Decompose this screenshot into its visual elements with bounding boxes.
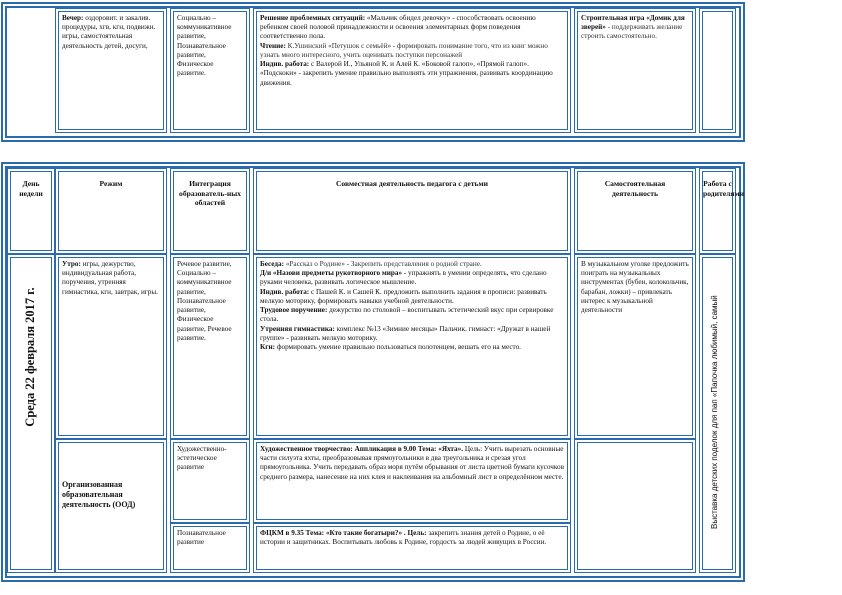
ood-indep-cell: [574, 439, 696, 573]
ood-area1: Художественно-эстетическое развитие: [177, 445, 227, 472]
header-parents: [699, 168, 745, 254]
morning-mode-text: игры, дежурство, индивидуальная работа, поручения, утренняя гимнастика, кгн, завтрак, игры.: [62, 260, 158, 296]
ood-art-cell: [253, 439, 571, 523]
building-game-text: - поддерживать желание строить самостоятельно.: [581, 23, 683, 41]
ood-title: Организованная образовательная деятельность (ООД): [62, 480, 136, 510]
labor-label: Трудовое поручение:: [260, 306, 328, 315]
ood-fckm-cell: [253, 523, 571, 573]
conversation-text: «Рассказ о Родине» - Закрепить представления о родной стране.: [285, 260, 482, 268]
header-mode-text: Режим: [99, 179, 123, 188]
evening-indep-cell: [574, 8, 696, 133]
header-mode: [55, 168, 167, 254]
fckm-label: ФЦКМ в 9.35 Тема: «Кто такие богатыри?» . Цель:: [260, 529, 427, 537]
fckm-text: закрепить знания детей о Родине, о её истории и защитниках. Воспитывать любовь к Родине, гордость за людей живущих в России.: [260, 529, 547, 547]
header-areas-text: Интеграция образователь-ных областей: [179, 179, 241, 208]
ood-area2: Познавательное развитие: [177, 529, 226, 547]
hygiene-text: формировать умение правильно пользоваться полотенцем, вешать его на место.: [276, 342, 521, 351]
morning-areas-cell: [170, 254, 250, 439]
art-text: Цель: Учить вырезать основные части силуэта яхты, преобразовывая прямоугольники в два треугольника и срезая угол прямоугольника. Учить передавать образ моря путём обрывания от листа цветной бумаги кусочков среднего размера, нанесение на них клея и наклеивания на альбомный лист в определённом месте.: [260, 445, 565, 481]
morning-joint-cell: [253, 254, 571, 439]
problem-situations-text: «Мальчик обидел девочку» - способствовать освоению ребенком своей половой принадлежности и освоения элементарных форм поведения соответственно пола.: [260, 14, 536, 41]
morning-individual-text: с Пашей К. и Сашей К. предложить выполнить задания в прописи: развивать мелкую моторику, формировать навыки учебной деятельности.: [260, 287, 547, 305]
reading-label: Чтение:: [260, 41, 286, 50]
header-day: [7, 168, 55, 254]
evening-areas: Социально – коммуникативное развитие, Познавательное развитие, Физическое развитие.: [177, 14, 232, 78]
didactic-game-label: Д/и «Назови предметы рукотворного мира»: [260, 269, 403, 278]
morning-mode-cell: [55, 254, 167, 439]
morning-areas: Речевое развитие, Социально – коммуникативное развитие, Познавательное развитие, Физическое развитие, Речевое развитие.: [177, 260, 232, 342]
evening-areas-cell: [170, 8, 250, 133]
individual-work-label: Индив. работа:: [260, 60, 310, 69]
ood-mode-cell: [55, 439, 167, 573]
header-day-text: День недели: [19, 179, 43, 198]
morning-individual-label: Индив. работа:: [260, 287, 310, 296]
gymnastics-label: Утренняя гимнастика:: [260, 324, 335, 333]
problem-situations-label: Решение проблемных ситуаций:: [260, 14, 366, 22]
evening-mode-title: Вечер:: [62, 14, 84, 22]
parents-text: Выставка детских поделок для пап «Папочка любимый, самый: [709, 295, 719, 530]
header-indep-text: Самостоятельная деятельность: [604, 179, 666, 198]
music-corner-text: В музыкальном уголке предложить поиграть на музыкальных инструментах (бубен, колокольчик, барабан, ложки) – привлекать интерес к музыкальной деятельности: [581, 260, 689, 315]
gymnastics-text: комплекс №13 «Зимние месяцы» Пальчик. гимнаст: «Дружат в нашей группе» - развивать мелкую моторику.: [260, 324, 551, 342]
art-label: Художественное творчество: Аппликация в 9.00 Тема: «Яхта».: [260, 445, 464, 453]
day-table: [5, 166, 745, 578]
hygiene-label: Кгн:: [260, 342, 276, 351]
ood-area1-cell: [170, 439, 250, 523]
header-indep: [574, 168, 696, 254]
date-cell: [7, 254, 55, 573]
evening-mode-text: оздоровит. и закалив. процедуры, хгв, кгн, подвижн. игры, самостоятельная деятельность детей, досуги,: [62, 14, 156, 50]
ood-area2-cell: [170, 523, 250, 573]
individual-work-text: с Валерой И., Ульяной К. и Алей К. «Боковой галоп», «Прямой галоп». «Подскоки» - закрепить умение правильно выполнять эти упражнения, развивать координацию движения.: [260, 60, 553, 87]
evening-parents-cell: [699, 8, 736, 133]
evening-mode-cell: [55, 8, 167, 133]
conversation-label: Беседа:: [260, 260, 285, 268]
morning-indep-cell: [574, 254, 696, 439]
labor-text: дежурство по столовой – воспитывать эстетический вкус при сервировке стола.: [260, 306, 554, 324]
header-joint: [253, 168, 571, 254]
didactic-game-text: - упражнять в умении определять, что сделано руками человека, развивать логическое мышление.: [260, 269, 547, 287]
parents-cell: [699, 254, 736, 573]
evening-table: [5, 6, 741, 138]
evening-joint-cell: [253, 8, 571, 133]
header-areas: [170, 168, 250, 254]
header-joint-text: Совместная деятельность педагога с детьми: [335, 179, 489, 188]
header-parents-text: Работа с родителями: [703, 179, 745, 198]
reading-text: К.Ушинский «Петушок с семьёй» - формировать понимание того, что из книг можно узнать много интересного, учить оценивать поступки персонажей: [260, 41, 548, 59]
date-text: Среда 22 февраля 2017 г.: [23, 287, 37, 427]
building-game-label: Строительная игра «Домик для зверей»: [581, 14, 685, 32]
morning-mode-title: Утро:: [62, 260, 81, 268]
